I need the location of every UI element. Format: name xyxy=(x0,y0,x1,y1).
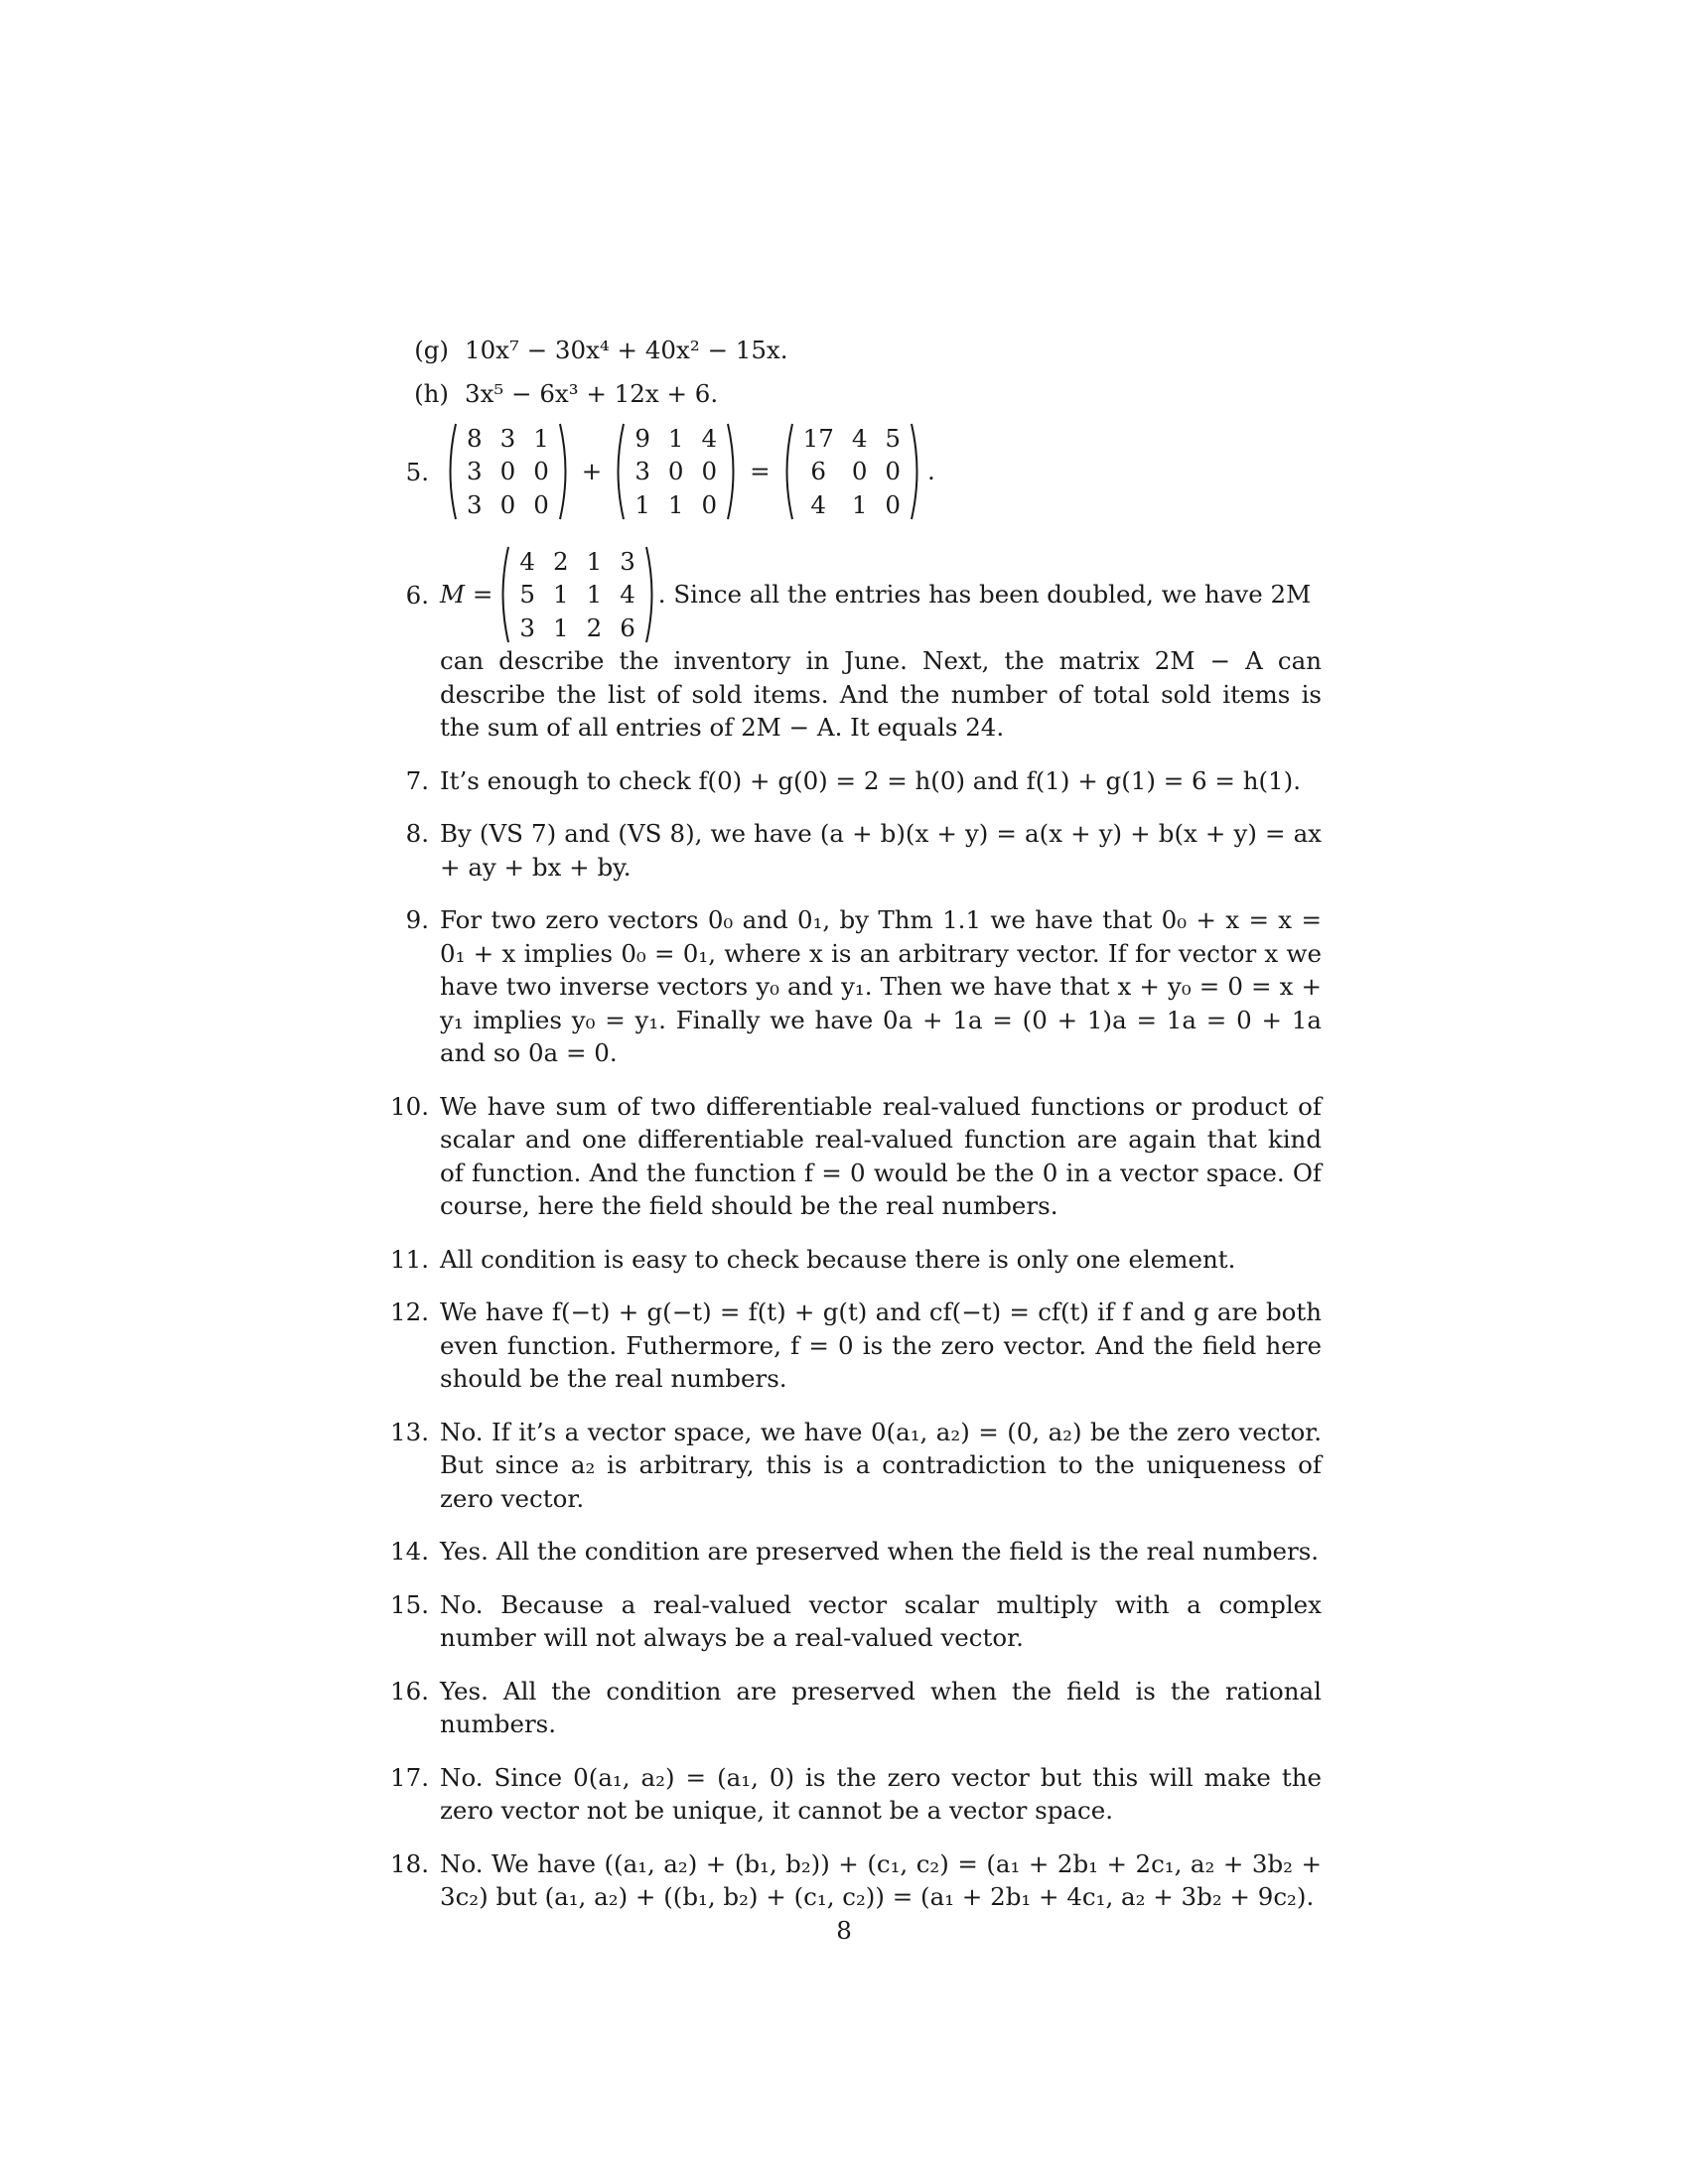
item-text: For two zero vectors 0₀ and 0₁, by Thm 1.1 we have that 0₀ + x = x = 0₁ + x implies 0₀ = 0₁, where x is an arbitrary vector. If for vector x we have two inverse vectors y₀ and y₁. Then we have that x + y₀ = 0 = x + y₁ implies y₀ = y₁. Finally we have 0a + 1a = (0 + 1)a = 1a = 0 + 1a and so 0a = 0. xyxy=(440,905,1322,1067)
item-5 xyxy=(385,422,1322,521)
item-number: 8. xyxy=(405,819,429,848)
matrix-row xyxy=(510,578,643,611)
item-text: No. Because a real-valued vector scalar multiply with a complex number will not always be a real-valued vector. xyxy=(440,1589,1322,1652)
matrix-cell: 4 xyxy=(851,424,868,454)
matrix-cell: 3 xyxy=(467,489,483,519)
matrix-cell: 1 xyxy=(533,424,549,454)
matrix-c xyxy=(780,422,923,521)
item-text: All condition is easy to check because there is only one element. xyxy=(440,1244,1236,1274)
matrix-cell: 4 xyxy=(519,547,535,577)
item-text: We have f(−t) + g(−t) = f(t) + g(t) and cf(−t) = cf(t) if f and g are both even function. Futhermore, f = 0 is the zero vector. And the field here should be the real numbers. xyxy=(440,1297,1322,1393)
matrix-cell: 3 xyxy=(620,547,635,577)
matrix-cell: 1 xyxy=(634,489,650,519)
matrix-cell: 0 xyxy=(701,489,718,519)
matrix-cell: 1 xyxy=(553,613,569,642)
document-body xyxy=(385,334,1322,1914)
item-number: 18. xyxy=(390,1848,429,1878)
matrix-cell: 1 xyxy=(667,424,684,454)
list-item xyxy=(385,1416,1322,1516)
matrix-c-table xyxy=(794,422,910,521)
item-number: 9. xyxy=(405,905,429,934)
matrix-cell: 3 xyxy=(499,424,516,454)
matrix-cell: 3 xyxy=(634,457,650,486)
matrix-cell: 0 xyxy=(667,457,684,486)
sub-item-text: 3x⁵ − 6x³ + 12x + 6. xyxy=(465,378,719,408)
item-6-text: can describe the inventory in June. Next, the matrix 2M − A can describe the list of sold items. And the number of total sold items is the sum of all entries of 2M − A. It equals 24. xyxy=(440,646,1322,742)
item-text: We have sum of two differentiable real-valued functions or product of scalar and one differentiable real-valued function are again that kind of function. And the function f = 0 would be the 0 in a vector space. Of course, here the field should be the real numbers. xyxy=(440,1091,1322,1220)
item-number: 16. xyxy=(390,1676,429,1706)
list-item xyxy=(385,1675,1322,1741)
matrix-row xyxy=(794,455,910,487)
matrix-cell: 1 xyxy=(667,489,684,519)
item-number: 15. xyxy=(390,1589,429,1619)
item-number: 14. xyxy=(390,1537,429,1566)
list-item xyxy=(385,1847,1322,1914)
item-number: 6. xyxy=(405,581,429,610)
matrix-m-table xyxy=(510,545,643,644)
sub-item-label: (h) xyxy=(414,378,449,408)
matrix-equation xyxy=(440,422,1322,521)
matrix-cell: 0 xyxy=(499,457,516,486)
item-number: 10. xyxy=(390,1091,429,1121)
matrix-cell: 4 xyxy=(620,580,635,610)
matrix-cell: 1 xyxy=(586,547,603,577)
matrix-a xyxy=(444,422,572,521)
matrix-cell: 0 xyxy=(885,457,901,486)
item-6 xyxy=(385,545,1322,745)
sub-item-label: (g) xyxy=(414,336,449,364)
sub-item-text: 10x⁷ − 30x⁴ + 40x² − 15x. xyxy=(465,336,788,364)
matrix-cell: 4 xyxy=(810,489,827,519)
matrix-cell: 1 xyxy=(553,580,569,610)
item-text: It’s enough to check f(0) + g(0) = 2 = h(0) and f(1) + g(1) = 6 = h(1). xyxy=(440,765,1301,795)
list-item xyxy=(385,1588,1322,1655)
matrix-m xyxy=(496,545,657,644)
item-text: No. If it’s a vector space, we have 0(a₁, a₂) = (0, a₂) be the zero vector. But since a₂ is arbitrary, this is a contradiction to the uniqueness of zero vector. xyxy=(440,1417,1322,1513)
matrix-cell: 0 xyxy=(533,489,549,519)
matrix-cell: 0 xyxy=(499,489,516,519)
matrix-cell: 17 xyxy=(802,424,834,454)
equation-period: . xyxy=(927,457,935,486)
item-number: 11. xyxy=(390,1244,429,1274)
item-text: By (VS 7) and (VS 8), we have (a + b)(x + y) = a(x + y) + b(x + y) = ax + ay + bx + by. xyxy=(440,819,1322,882)
answer-list xyxy=(385,764,1322,1914)
matrix-cell: 3 xyxy=(467,457,483,486)
matrix-a-table xyxy=(458,422,558,521)
plus-sign: + xyxy=(581,457,603,486)
matrix-row xyxy=(626,488,726,521)
matrix-cell: 2 xyxy=(586,613,603,642)
matrix-cell: 0 xyxy=(533,457,549,486)
matrix-row xyxy=(794,488,910,521)
item-number: 5. xyxy=(405,458,429,486)
page-number: 8 xyxy=(836,1916,852,1945)
matrix-cell: 4 xyxy=(701,424,718,454)
matrix-row xyxy=(626,422,726,455)
matrix-row xyxy=(510,545,643,578)
equals-sign: = xyxy=(750,457,771,486)
matrix-row xyxy=(794,422,910,455)
matrix-m-line xyxy=(440,545,1322,644)
list-item xyxy=(385,764,1322,798)
item-number: 13. xyxy=(390,1417,429,1446)
item-text: No. We have ((a₁, a₂) + (b₁, b₂)) + (c₁, c₂) = (a₁ + 2b₁ + 2c₁, a₂ + 3b₂ + 3c₂) but (a₁, a₂) + ((b₁, b₂) + (c₁, c₂)) = (a₁ + 2b₁ + 4c₁, a₂ + 3b₂ + 9c₂). xyxy=(440,1848,1322,1911)
matrix-cell: 0 xyxy=(701,457,718,486)
matrix-cell: 1 xyxy=(851,489,868,519)
matrix-cell: 5 xyxy=(519,580,535,610)
matrix-cell: 3 xyxy=(519,613,535,642)
matrix-cell: 0 xyxy=(885,489,901,519)
list-item xyxy=(385,903,1322,1070)
sub-item-g xyxy=(385,334,1322,367)
sub-item-h xyxy=(385,377,1322,411)
list-item xyxy=(385,1535,1322,1569)
list-item xyxy=(385,1243,1322,1277)
matrix-cell: 1 xyxy=(586,580,603,610)
matrix-m-lhs: M = xyxy=(440,580,493,610)
matrix-b xyxy=(612,422,740,521)
matrix-cell: 6 xyxy=(810,457,827,486)
item-number: 7. xyxy=(405,765,429,795)
item-6-after-matrix: . Since all the entries has been doubled, we have 2M xyxy=(657,580,1312,610)
item-number: 12. xyxy=(390,1297,429,1326)
item-text: Yes. All the condition are preserved when the field is the real numbers. xyxy=(440,1537,1320,1566)
matrix-cell: 5 xyxy=(885,424,901,454)
matrix-row xyxy=(458,422,558,455)
matrix-cell: 0 xyxy=(851,457,868,486)
item-text: No. Since 0(a₁, a₂) = (a₁, 0) is the zero vector but this will make the zero vector not be unique, it cannot be a vector space. xyxy=(440,1762,1322,1825)
matrix-row xyxy=(626,455,726,487)
matrix-cell: 6 xyxy=(620,613,635,642)
matrix-row xyxy=(458,488,558,521)
matrix-cell: 2 xyxy=(553,547,569,577)
matrix-row xyxy=(458,455,558,487)
item-number: 17. xyxy=(390,1762,429,1792)
matrix-b-table xyxy=(626,422,726,521)
matrix-row xyxy=(510,612,643,644)
list-item xyxy=(385,817,1322,884)
item-text: Yes. All the condition are preserved when the field is the rational numbers. xyxy=(440,1676,1322,1738)
list-item xyxy=(385,1090,1322,1223)
matrix-cell: 9 xyxy=(634,424,650,454)
list-item xyxy=(385,1761,1322,1828)
matrix-cell: 8 xyxy=(467,424,483,454)
list-item xyxy=(385,1296,1322,1396)
